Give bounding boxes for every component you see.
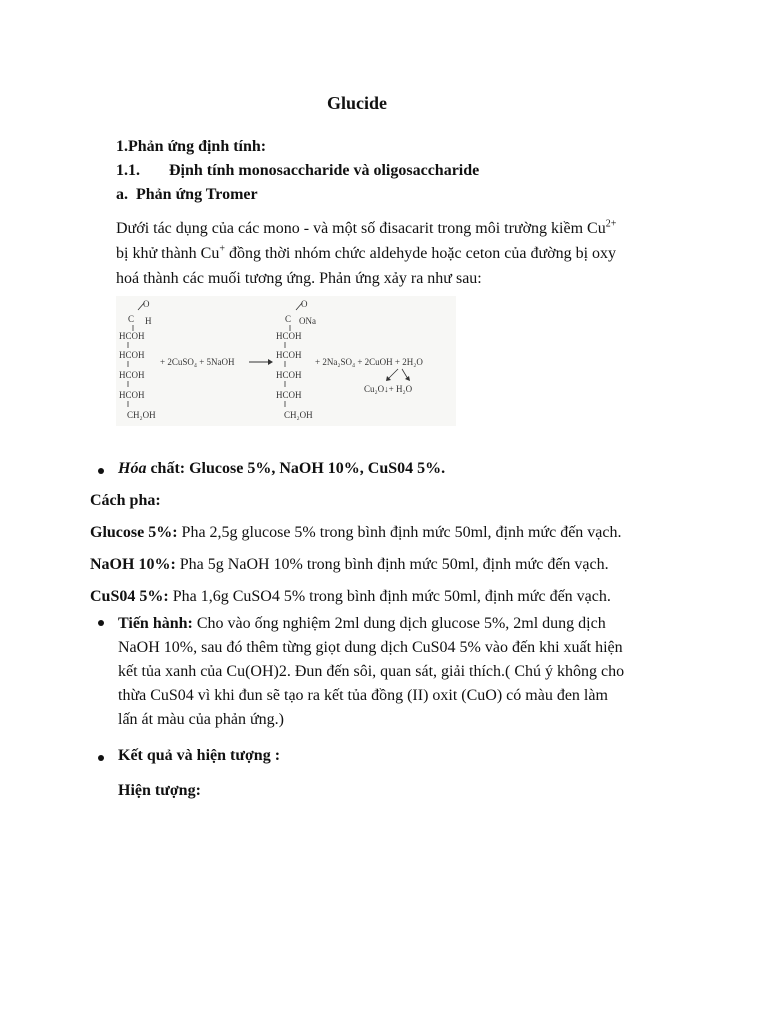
products-text: + 2Na₂SO₄ + 2CuOH + 2H₂O [315, 357, 423, 367]
heading-qualitative-reactions: 1.Phản ứng định tính: [116, 138, 267, 155]
prep-label: NaOH 10%: [90, 556, 176, 573]
heading-text: Phản ứng Tromer [136, 186, 258, 203]
heading-number: 1.1. [116, 162, 140, 179]
label-italic: Hóa [118, 460, 147, 477]
bullet-chemicals [98, 460, 445, 478]
right-hcoh-1: HCOH [276, 331, 302, 341]
bullet-dot [98, 620, 104, 626]
bullet-results [98, 747, 280, 765]
arrow-head [268, 359, 273, 365]
prep-text: Pha 2,5g glucose 5% trong bình định mức 50ml, định mức đến vạch. [177, 524, 622, 541]
prep-text: Pha 1,6g CuSO4 5% trong bình định mức 50ml, định mức đến vạch. [168, 588, 611, 605]
text: bị khử thành Cu [116, 245, 220, 262]
right-hcoh-3: HCOH [276, 370, 302, 380]
right-c: C [285, 314, 292, 324]
superscript: 2+ [605, 218, 617, 230]
phenomenon-heading: Hiện tượng: [118, 782, 201, 799]
right-hcoh-2: HCOH [276, 350, 302, 360]
document-title: Glucide [326, 93, 387, 113]
left-o: O [143, 299, 150, 309]
prep-label: CuS04 5%: [90, 588, 169, 605]
chemicals-list: Glucose 5%, NaOH 10%, CuS04 5%. [185, 460, 446, 477]
right-hcoh-4: HCOH [276, 390, 302, 400]
preparation-heading: Cách pha: [90, 492, 161, 509]
procedure-line-3: kết tủa xanh của Cu(OH)2. Đun đến sôi, quan sát, giải thích.( Chú ý không cho [118, 663, 625, 680]
left-ch2oh: CH₂OH [127, 410, 156, 420]
left-h: H [145, 316, 152, 326]
intro-line-3: hoá thành các muối tương ứng. Phản ứng xảy ra như sau: [116, 270, 482, 287]
right-o: O [301, 299, 308, 309]
prep-label: Glucose 5%: [90, 524, 178, 541]
text: Cho vào ống nghiệm 2ml dung dịch glucose 5%, 2ml dung dịch [192, 615, 606, 632]
bullet-dot [98, 755, 104, 761]
left-hcoh-3: HCOH [119, 370, 145, 380]
text: đồng thời nhóm chức aldehyde hoặc ceton của đường bị oxy [224, 245, 617, 262]
procedure-line-1 [118, 612, 678, 636]
heading-monosaccharide [116, 162, 479, 180]
reagents-text: + 2CuSO₄ + 5NaOH [160, 357, 235, 367]
procedure-label: Tiến hành: [118, 615, 193, 632]
heading-tromer [116, 186, 258, 204]
procedure-body [118, 612, 678, 732]
superscript: + [219, 243, 225, 255]
procedure-line-2: NaOH 10%, sau đó thêm từng giọt dung dịch CuS04 5% vào đến khi xuất hiện [118, 639, 623, 656]
intro-line-1 [116, 216, 688, 241]
left-hcoh-2: HCOH [119, 350, 145, 360]
intro-line-2 [116, 241, 688, 266]
chemicals-text [98, 460, 445, 477]
arrow-head [405, 376, 410, 381]
procedure-line-4: thừa CuS04 vì khi đun sẽ tạo ra kết tủa đồng (II) oxit (CuO) có màu đen làm [118, 687, 608, 704]
left-c: C [128, 314, 135, 324]
decomp-arrow-left [388, 369, 398, 379]
text: Dưới tác dụng của các mono - và một số đisacarit trong môi trường kiềm Cu [116, 220, 606, 237]
prep-glucose [90, 524, 622, 542]
reaction-equation-image [116, 296, 456, 426]
results-heading: Kết quả và hiện tượng : [118, 747, 281, 764]
bullet-dot [98, 468, 104, 474]
procedure-line-5: lấn át màu của phản ứng.) [118, 711, 284, 728]
decomp-text: Cu₂O↓+ H₂O [364, 384, 413, 394]
left-hcoh-4: HCOH [119, 390, 145, 400]
prep-text: Pha 5g NaOH 10% trong bình định mức 50ml, định mức đến vạch. [175, 556, 609, 573]
label-rest: chất: [146, 460, 186, 477]
prep-cuso4 [90, 588, 611, 606]
heading-letter: a. [116, 186, 128, 203]
right-ch2oh: CH₂OH [284, 410, 313, 420]
right-ona: ONa [299, 316, 316, 326]
prep-naoh [90, 556, 609, 574]
left-hcoh-1: HCOH [119, 331, 145, 341]
heading-text: Định tính monosaccharide và oligosaccharide [169, 162, 480, 179]
intro-paragraph [116, 216, 688, 291]
